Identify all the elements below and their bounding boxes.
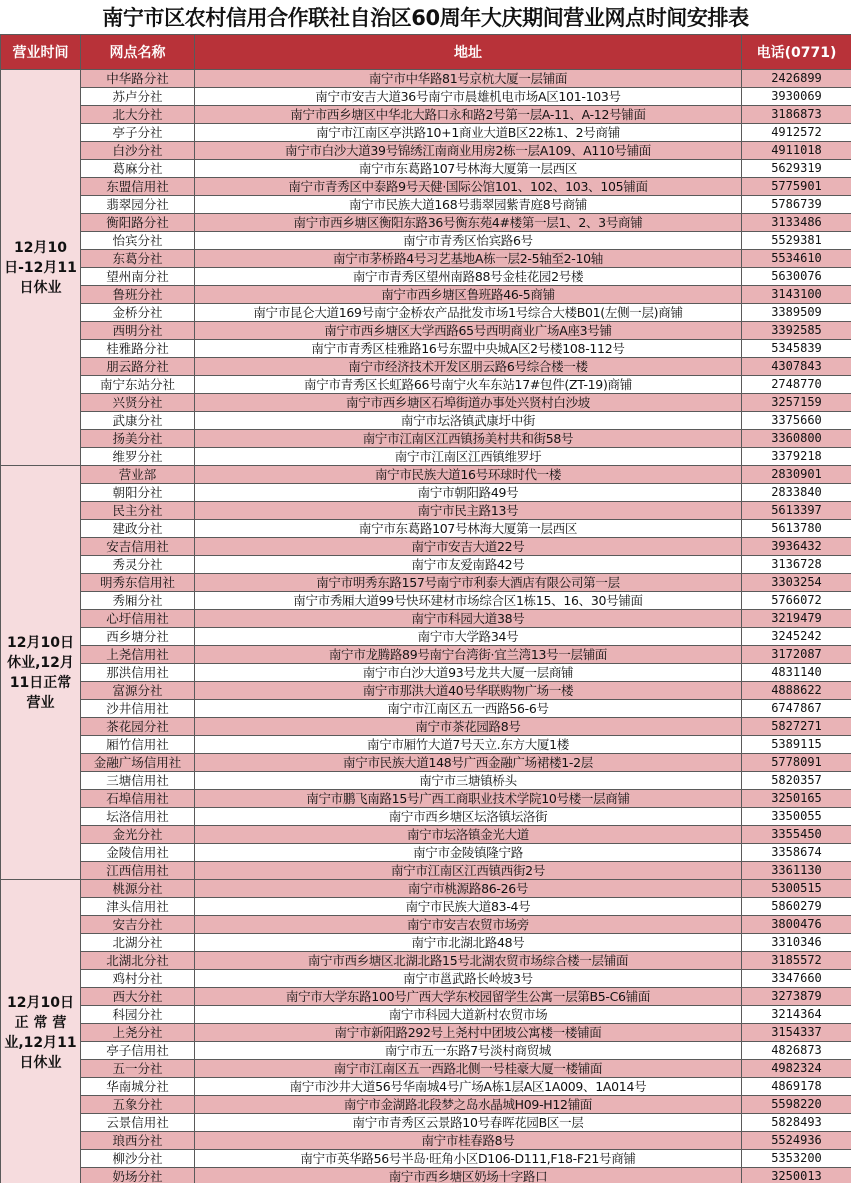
phone-cell: 3350055	[742, 808, 851, 826]
branch-name-cell: 华南城分社	[81, 1078, 195, 1096]
branch-name-cell: 上尧分社	[81, 1024, 195, 1042]
address-cell: 南宁市坛洛镇金光大道	[195, 826, 742, 844]
phone-cell: 3375660	[742, 412, 851, 430]
branch-name-cell: 衡阳路分社	[81, 214, 195, 232]
address-cell: 南宁市江南区江西镇西街2号	[195, 862, 742, 880]
table-row	[1, 70, 851, 88]
phone-cell: 5345839	[742, 340, 851, 358]
address-cell: 南宁市沙井大道56号华南城4号广场A栋1层A区1A009、1A014号	[195, 1078, 742, 1096]
table-row	[1, 1096, 851, 1114]
table-body	[1, 70, 851, 1183]
table-row	[1, 1024, 851, 1042]
header-phone: 电话(0771)	[742, 35, 851, 70]
branch-name-cell: 民主分社	[81, 502, 195, 520]
branch-name-cell: 五象分社	[81, 1096, 195, 1114]
branch-name-cell: 安吉分社	[81, 916, 195, 934]
address-cell: 南宁市龙腾路89号南宁台湾街·宜兰湾13号一层铺面	[195, 646, 742, 664]
branch-name-cell: 鸡村分社	[81, 970, 195, 988]
branch-name-cell: 琅西分社	[81, 1132, 195, 1150]
table-row	[1, 1168, 851, 1183]
address-cell: 南宁市坛洛镇武康圩中街	[195, 412, 742, 430]
branch-name-cell: 营业部	[81, 466, 195, 484]
branch-name-cell: 中华路分社	[81, 70, 195, 88]
address-cell: 南宁市那洪大道40号华联购物广场一楼	[195, 682, 742, 700]
phone-cell: 5524936	[742, 1132, 851, 1150]
table-row	[1, 484, 851, 502]
branch-name-cell: 维罗分社	[81, 448, 195, 466]
branch-name-cell: 沙井信用社	[81, 700, 195, 718]
branch-name-cell: 金光分社	[81, 826, 195, 844]
phone-cell: 6747867	[742, 700, 851, 718]
phone-cell: 5629319	[742, 160, 851, 178]
address-cell: 南宁市英华路56号半岛·旺角小区D106-D111,F18-F21号商铺	[195, 1150, 742, 1168]
table-row	[1, 286, 851, 304]
table-row	[1, 952, 851, 970]
address-cell: 南宁市青秀区望州南路88号金桂花园2号楼	[195, 268, 742, 286]
branch-name-cell: 科园分社	[81, 1006, 195, 1024]
table-row	[1, 1006, 851, 1024]
phone-cell: 5534610	[742, 250, 851, 268]
branch-name-cell: 建政分社	[81, 520, 195, 538]
address-cell: 南宁市安吉农贸市场旁	[195, 916, 742, 934]
address-cell: 南宁市青秀区云景路10号春晖花园B区一层	[195, 1114, 742, 1132]
branch-name-cell: 石埠信用社	[81, 790, 195, 808]
table-row	[1, 214, 851, 232]
table-row	[1, 880, 851, 898]
phone-cell: 2833840	[742, 484, 851, 502]
table-row	[1, 736, 851, 754]
phone-cell: 3389509	[742, 304, 851, 322]
branch-name-cell: 安吉信用社	[81, 538, 195, 556]
phone-cell: 2830901	[742, 466, 851, 484]
table-row	[1, 772, 851, 790]
phone-cell: 5613397	[742, 502, 851, 520]
table-row	[1, 1114, 851, 1132]
address-cell: 南宁市桃源路86-26号	[195, 880, 742, 898]
branch-name-cell: 北湖分社	[81, 934, 195, 952]
phone-cell: 4307843	[742, 358, 851, 376]
table-row	[1, 232, 851, 250]
phone-cell: 5775901	[742, 178, 851, 196]
table-row	[1, 124, 851, 142]
branch-name-cell: 亭子分社	[81, 124, 195, 142]
address-cell: 南宁市茶花园路8号	[195, 718, 742, 736]
address-cell: 南宁市青秀区长虹路66号南宁火车东站17#包件(ZT-19)商铺	[195, 376, 742, 394]
address-cell: 南宁市民族大道168号翡翠园紫青庭8号商铺	[195, 196, 742, 214]
address-cell: 南宁市金陵镇隆宁路	[195, 844, 742, 862]
address-cell: 南宁市桂春路8号	[195, 1132, 742, 1150]
branch-name-cell: 怡宾分社	[81, 232, 195, 250]
table-row	[1, 160, 851, 178]
branch-name-cell: 秀厢分社	[81, 592, 195, 610]
branch-name-cell: 金陵信用社	[81, 844, 195, 862]
address-cell: 南宁市西乡塘区鲁班路46-5商铺	[195, 286, 742, 304]
address-cell: 南宁市西乡塘区坛洛镇坛洛街	[195, 808, 742, 826]
address-cell: 南宁市西乡塘区北湖北路15号北湖农贸市场综合楼一层铺面	[195, 952, 742, 970]
phone-cell: 3250165	[742, 790, 851, 808]
branch-name-cell: 朝阳分社	[81, 484, 195, 502]
table-row	[1, 1132, 851, 1150]
phone-cell: 5630076	[742, 268, 851, 286]
branch-name-cell: 翡翠园分社	[81, 196, 195, 214]
phone-cell: 3136728	[742, 556, 851, 574]
phone-cell: 3347660	[742, 970, 851, 988]
phone-cell: 4826873	[742, 1042, 851, 1060]
address-cell: 南宁市西乡塘区衡阳东路36号衡东苑4#楼第一层1、2、3号商铺	[195, 214, 742, 232]
table-row	[1, 646, 851, 664]
table-row	[1, 304, 851, 322]
phone-cell: 5827271	[742, 718, 851, 736]
branch-name-cell: 朋云路分社	[81, 358, 195, 376]
address-cell: 南宁市西乡塘区中华北大路口永和路2号第一层A-11、A-12号铺面	[195, 106, 742, 124]
branch-name-cell: 北大分社	[81, 106, 195, 124]
table-row	[1, 898, 851, 916]
branch-name-cell: 奶场分社	[81, 1168, 195, 1183]
address-cell: 南宁市科园大道38号	[195, 610, 742, 628]
branch-name-cell: 五一分社	[81, 1060, 195, 1078]
phone-cell: 5828493	[742, 1114, 851, 1132]
table-row	[1, 376, 851, 394]
table-row	[1, 358, 851, 376]
branch-name-cell: 三塘信用社	[81, 772, 195, 790]
phone-cell: 3245242	[742, 628, 851, 646]
address-cell: 南宁市青秀区怡宾路6号	[195, 232, 742, 250]
address-cell: 南宁市昆仑大道169号南宁金桥农产品批发市场1号综合大楼B01(左侧一层)商铺	[195, 304, 742, 322]
address-cell: 南宁市厢竹大道7号天立.东方大厦1楼	[195, 736, 742, 754]
branch-name-cell: 望州南分社	[81, 268, 195, 286]
phone-cell: 3186873	[742, 106, 851, 124]
phone-cell: 5389115	[742, 736, 851, 754]
branch-name-cell: 柳沙分社	[81, 1150, 195, 1168]
branch-name-cell: 东盟信用社	[81, 178, 195, 196]
phone-cell: 3214364	[742, 1006, 851, 1024]
address-cell: 南宁市青秀区中泰路9号天健·国际公馆101、102、103、105铺面	[195, 178, 742, 196]
phone-cell: 3930069	[742, 88, 851, 106]
table-row	[1, 970, 851, 988]
address-cell: 南宁市民族大道148号广西金融广场裙楼1-2层	[195, 754, 742, 772]
address-cell: 南宁市邕武路长岭坡3号	[195, 970, 742, 988]
branch-name-cell: 武康分社	[81, 412, 195, 430]
phone-cell: 4912572	[742, 124, 851, 142]
branch-name-cell: 富源分社	[81, 682, 195, 700]
address-cell: 南宁市江南区江西镇维罗圩	[195, 448, 742, 466]
phone-cell: 5598220	[742, 1096, 851, 1114]
address-cell: 南宁市鹏飞南路15号广西工商职业技术学院10号楼一层商铺	[195, 790, 742, 808]
address-cell: 南宁市秀厢大道99号快环建材市场综合区1栋15、16、30号铺面	[195, 592, 742, 610]
address-cell: 南宁市民族大道16号环球时代一楼	[195, 466, 742, 484]
phone-cell: 5860279	[742, 898, 851, 916]
address-cell: 南宁市江南区江西镇扬美村共和街58号	[195, 430, 742, 448]
address-cell: 南宁市白沙大道39号锦绣江南商业用房2栋一层A109、A110号铺面	[195, 142, 742, 160]
table-row	[1, 628, 851, 646]
table-row	[1, 682, 851, 700]
table-row	[1, 1042, 851, 1060]
phone-cell: 3133486	[742, 214, 851, 232]
branch-name-cell: 那洪信用社	[81, 664, 195, 682]
phone-cell: 3355450	[742, 826, 851, 844]
table-row	[1, 556, 851, 574]
address-cell: 南宁市科园大道新村农贸市场	[195, 1006, 742, 1024]
schedule-group-cell: 12月10日 正 常 营 业,12月11日休业	[1, 880, 81, 1183]
table-row	[1, 250, 851, 268]
branch-name-cell: 葛麻分社	[81, 160, 195, 178]
branch-name-cell: 白沙分社	[81, 142, 195, 160]
phone-cell: 3257159	[742, 394, 851, 412]
branch-name-cell: 桂雅路分社	[81, 340, 195, 358]
address-cell: 南宁市朝阳路49号	[195, 484, 742, 502]
address-cell: 南宁市西乡塘区石埠街道办事处兴贤村白沙坡	[195, 394, 742, 412]
branch-name-cell: 北湖北分社	[81, 952, 195, 970]
table-row	[1, 88, 851, 106]
phone-cell: 3273879	[742, 988, 851, 1006]
table-row	[1, 574, 851, 592]
schedule-group-cell: 12月10日-12月11日休业	[1, 70, 81, 466]
table-row	[1, 142, 851, 160]
branch-name-cell: 金融广场信用社	[81, 754, 195, 772]
phone-cell: 3143100	[742, 286, 851, 304]
address-cell: 南宁市三塘镇桥头	[195, 772, 742, 790]
branch-name-cell: 上尧信用社	[81, 646, 195, 664]
table-row	[1, 466, 851, 484]
branch-name-cell: 坛洛信用社	[81, 808, 195, 826]
table-row	[1, 790, 851, 808]
branch-name-cell: 金桥分社	[81, 304, 195, 322]
table-row	[1, 1078, 851, 1096]
table-row	[1, 106, 851, 124]
address-cell: 南宁市北湖北路48号	[195, 934, 742, 952]
table-row	[1, 934, 851, 952]
branch-name-cell: 秀灵分社	[81, 556, 195, 574]
table-row	[1, 700, 851, 718]
table-row	[1, 754, 851, 772]
header-name: 网点名称	[81, 35, 195, 70]
branch-name-cell: 南宁东站分社	[81, 376, 195, 394]
schedule-group-cell: 12月10日休业,12月11日正常营业	[1, 466, 81, 880]
address-cell: 南宁市青秀区桂雅路16号东盟中央城A区2号楼108-112号	[195, 340, 742, 358]
address-cell: 南宁市安吉大道36号南宁市晨雄机电市场A区101-103号	[195, 88, 742, 106]
branch-name-cell: 西乡塘分社	[81, 628, 195, 646]
branch-name-cell: 厢竹信用社	[81, 736, 195, 754]
table-row	[1, 502, 851, 520]
phone-cell: 3154337	[742, 1024, 851, 1042]
branch-name-cell: 心圩信用社	[81, 610, 195, 628]
header-row	[1, 35, 851, 70]
phone-cell: 4982324	[742, 1060, 851, 1078]
table-row	[1, 538, 851, 556]
phone-cell: 5613780	[742, 520, 851, 538]
address-cell: 南宁市经济技术开发区朋云路6号综合楼一楼	[195, 358, 742, 376]
table-row	[1, 826, 851, 844]
address-cell: 南宁市西乡塘区奶场十字路口	[195, 1168, 742, 1183]
address-cell: 南宁市东葛路107号林海大厦第一层西区	[195, 520, 742, 538]
table-row	[1, 610, 851, 628]
branch-name-cell: 茶花园分社	[81, 718, 195, 736]
address-cell: 南宁市白沙大道93号龙共大厦一层商铺	[195, 664, 742, 682]
table-row	[1, 1060, 851, 1078]
phone-cell: 5353200	[742, 1150, 851, 1168]
table-row	[1, 664, 851, 682]
branch-name-cell: 明秀东信用社	[81, 574, 195, 592]
address-cell: 南宁市五一东路7号淡村商贸城	[195, 1042, 742, 1060]
address-cell: 南宁市江南区亭洪路10+1商业大道B区22栋1、2号商铺	[195, 124, 742, 142]
phone-cell: 4911018	[742, 142, 851, 160]
phone-cell: 3936432	[742, 538, 851, 556]
address-cell: 南宁市大学路34号	[195, 628, 742, 646]
header-address: 地址	[195, 35, 742, 70]
phone-cell: 3310346	[742, 934, 851, 952]
table-row	[1, 412, 851, 430]
table-row	[1, 988, 851, 1006]
schedule-table	[0, 34, 851, 1183]
address-cell: 南宁市明秀东路157号南宁市利泰大酒店有限公司第一层	[195, 574, 742, 592]
table-row	[1, 718, 851, 736]
phone-cell: 5300515	[742, 880, 851, 898]
table-row	[1, 430, 851, 448]
address-cell: 南宁市安吉大道22号	[195, 538, 742, 556]
address-cell: 南宁市金湖路北段梦之岛水晶城H09-H12铺面	[195, 1096, 742, 1114]
table-row	[1, 1150, 851, 1168]
address-cell: 南宁市西乡塘区大学西路65号西明商业广场A座3号铺	[195, 322, 742, 340]
branch-name-cell: 东葛分社	[81, 250, 195, 268]
address-cell: 南宁市大学东路100号广西大学东校园留学生公寓一层第B5-C6铺面	[195, 988, 742, 1006]
table-row	[1, 178, 851, 196]
table-row	[1, 592, 851, 610]
phone-cell: 3360800	[742, 430, 851, 448]
phone-cell: 2748770	[742, 376, 851, 394]
phone-cell: 3250013	[742, 1168, 851, 1183]
phone-cell: 5766072	[742, 592, 851, 610]
table-row	[1, 862, 851, 880]
address-cell: 南宁市中华路81号京杭大厦一层铺面	[195, 70, 742, 88]
phone-cell: 3379218	[742, 448, 851, 466]
table-row	[1, 808, 851, 826]
phone-cell: 3303254	[742, 574, 851, 592]
table-row	[1, 340, 851, 358]
phone-cell: 5529381	[742, 232, 851, 250]
phone-cell: 4831140	[742, 664, 851, 682]
branch-name-cell: 西大分社	[81, 988, 195, 1006]
address-cell: 南宁市茅桥路4号习艺基地A栋一层2-5轴至2-10轴	[195, 250, 742, 268]
table-row	[1, 448, 851, 466]
branch-name-cell: 亭子信用社	[81, 1042, 195, 1060]
phone-cell: 3219479	[742, 610, 851, 628]
address-cell: 南宁市新阳路292号上尧村中团坡公寓楼一楼铺面	[195, 1024, 742, 1042]
address-cell: 南宁市东葛路107号林海大厦第一层西区	[195, 160, 742, 178]
address-cell: 南宁市江南区五一西路56-6号	[195, 700, 742, 718]
branch-name-cell: 桃源分社	[81, 880, 195, 898]
table-row	[1, 520, 851, 538]
phone-cell: 4888622	[742, 682, 851, 700]
phone-cell: 5786739	[742, 196, 851, 214]
branch-name-cell: 江西信用社	[81, 862, 195, 880]
phone-cell: 3392585	[742, 322, 851, 340]
header-schedule: 营业时间	[1, 35, 81, 70]
phone-cell: 2426899	[742, 70, 851, 88]
table-row	[1, 268, 851, 286]
branch-name-cell: 苏卢分社	[81, 88, 195, 106]
branch-name-cell: 云景信用社	[81, 1114, 195, 1132]
phone-cell: 5820357	[742, 772, 851, 790]
table-row	[1, 322, 851, 340]
branch-name-cell: 津头信用社	[81, 898, 195, 916]
table-row	[1, 844, 851, 862]
phone-cell: 3172087	[742, 646, 851, 664]
phone-cell: 4869178	[742, 1078, 851, 1096]
phone-cell: 3358674	[742, 844, 851, 862]
branch-name-cell: 鲁班分社	[81, 286, 195, 304]
address-cell: 南宁市江南区五一西路北侧一号桂豪大厦一楼铺面	[195, 1060, 742, 1078]
table-row	[1, 196, 851, 214]
table-row	[1, 394, 851, 412]
address-cell: 南宁市友爱南路42号	[195, 556, 742, 574]
page-title: 南宁市区农村信用合作联社自治区60周年大庆期间营业网点时间安排表	[102, 6, 749, 30]
branch-name-cell: 兴贤分社	[81, 394, 195, 412]
branch-name-cell: 西明分社	[81, 322, 195, 340]
phone-cell: 3800476	[742, 916, 851, 934]
table-row	[1, 916, 851, 934]
address-cell: 南宁市民主路13号	[195, 502, 742, 520]
phone-cell: 3185572	[742, 952, 851, 970]
address-cell: 南宁市民族大道83-4号	[195, 898, 742, 916]
phone-cell: 3361130	[742, 862, 851, 880]
phone-cell: 5778091	[742, 754, 851, 772]
branch-name-cell: 扬美分社	[81, 430, 195, 448]
